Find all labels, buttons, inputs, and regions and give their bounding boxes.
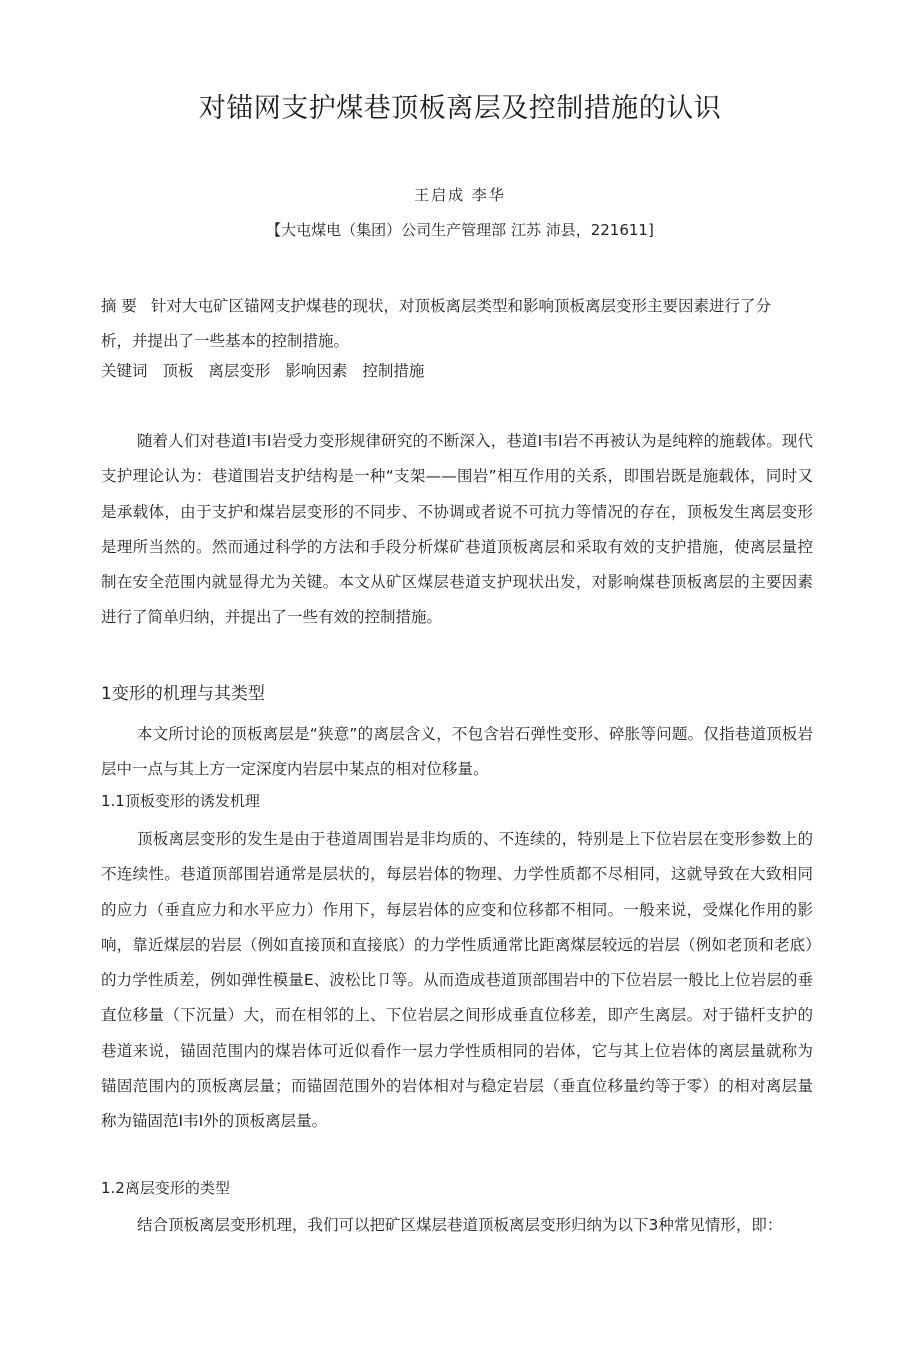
section-heading-1-2: 1.2离层变形的类型 xyxy=(101,1179,230,1197)
affiliation: 【大屯煤电（集团）公司生产管理部 江苏 沛县，221611] xyxy=(266,221,654,239)
paper-title: 对锚网支护煤巷顶板离层及控制措施的认识 xyxy=(198,93,722,124)
abstract-text: 针对大屯矿区锚网支护煤巷的现状，对顶板离层类型和影响顶板离层变形主要因素进行了分析，并提出了一些基本的控制措施。 xyxy=(101,297,771,350)
keyword: 离层变形 xyxy=(208,362,271,380)
keywords xyxy=(101,359,801,384)
authors: 王启成 李华 xyxy=(414,186,506,204)
keywords-label: 关键词 xyxy=(101,362,148,380)
intro-paragraph xyxy=(101,424,813,636)
section-heading-1: 1变形的机理与其类型 xyxy=(101,684,265,704)
section1-2-paragraph xyxy=(101,1208,813,1243)
keyword: 顶板 xyxy=(162,362,194,380)
keyword: 控制措施 xyxy=(362,362,425,380)
section-heading-1-1: 1.1顶板变形的诱发机理 xyxy=(101,792,260,810)
section1-paragraph xyxy=(101,717,813,788)
paragraph-text: 结合顶板离层变形机理，我们可以把矿区煤层巷道顶板离层变形归纳为以下3种常见情形，即： xyxy=(137,1216,783,1234)
paragraph-text: 随着人们对巷道I韦I岩受力变形规律研究的不断深入，巷道I韦I岩不再被认为是纯粹的施载体。现代支护理论认为：巷道围岩支护结构是一种“支架——围岩”相互作用的关系，即围岩既是施载体，同时又是承载体，由于支护和煤岩层变形的不同步、不协调或者说不可抗力等情况的存在，顶板发生离层变形是理所当然的。然而通过科学的方法和手段分析煤矿巷道顶板离层和采取有效的支护措施，使离层量控制在安全范围内就显得尤为关键。本文从矿区煤层巷道支护现状出发，对影响煤巷顶板离层的主要因素进行了简单归纳，并提出了一些有效的控制措施。 xyxy=(101,432,813,627)
paragraph-text: 本文所讨论的顶板离层是“狭意”的离层含义，不包含岩石弹性变形、碎胀等问题。仅指巷道顶板岩层中一点与其上方一定深度内岩层中某点的相对位移量。 xyxy=(101,725,813,779)
section1-1-paragraph xyxy=(101,822,813,1140)
abstract-label: 摘 要 xyxy=(101,297,137,315)
paragraph-text: 顶板离层变形的发生是由于巷道周围岩是非均质的、不连续的，特别是上下位岩层在变形参数上的不连续性。巷道顶部围岩通常是层状的，每层岩体的物理、力学性质都不尽相同，这就导致在大致相同的应力（垂直应力和水平应力）作用下，每层岩体的应变和位移都不相同。一般来说，受煤化作用的影响，靠近煤层的岩层（例如直接顶和直接底）的力学性质通常比距离煤层较远的岩层（例如老顶和老底）的力学性质差，例如弹性模量E、波松比卩等。从而造成巷道顶部围岩中的下位岩层一般比上位岩层的垂直位移量（下沉量）大，而在相邻的上、下位岩层之间形成垂直位移差，即产生离层。对于锚杆支护的巷道来说，锚固范围内的煤岩体可近似看作一层力学性质相同的岩体，它与其上位岩体的离层量就称为锚固范围内的顶板离层量；而锚固范围外的岩体相对与稳定岩层（垂直位移量约等于零）的相对离层量称为锚固范I韦I外的顶板离层量。 xyxy=(101,830,813,1131)
abstract xyxy=(101,289,781,359)
keyword: 影响因素 xyxy=(285,362,348,380)
